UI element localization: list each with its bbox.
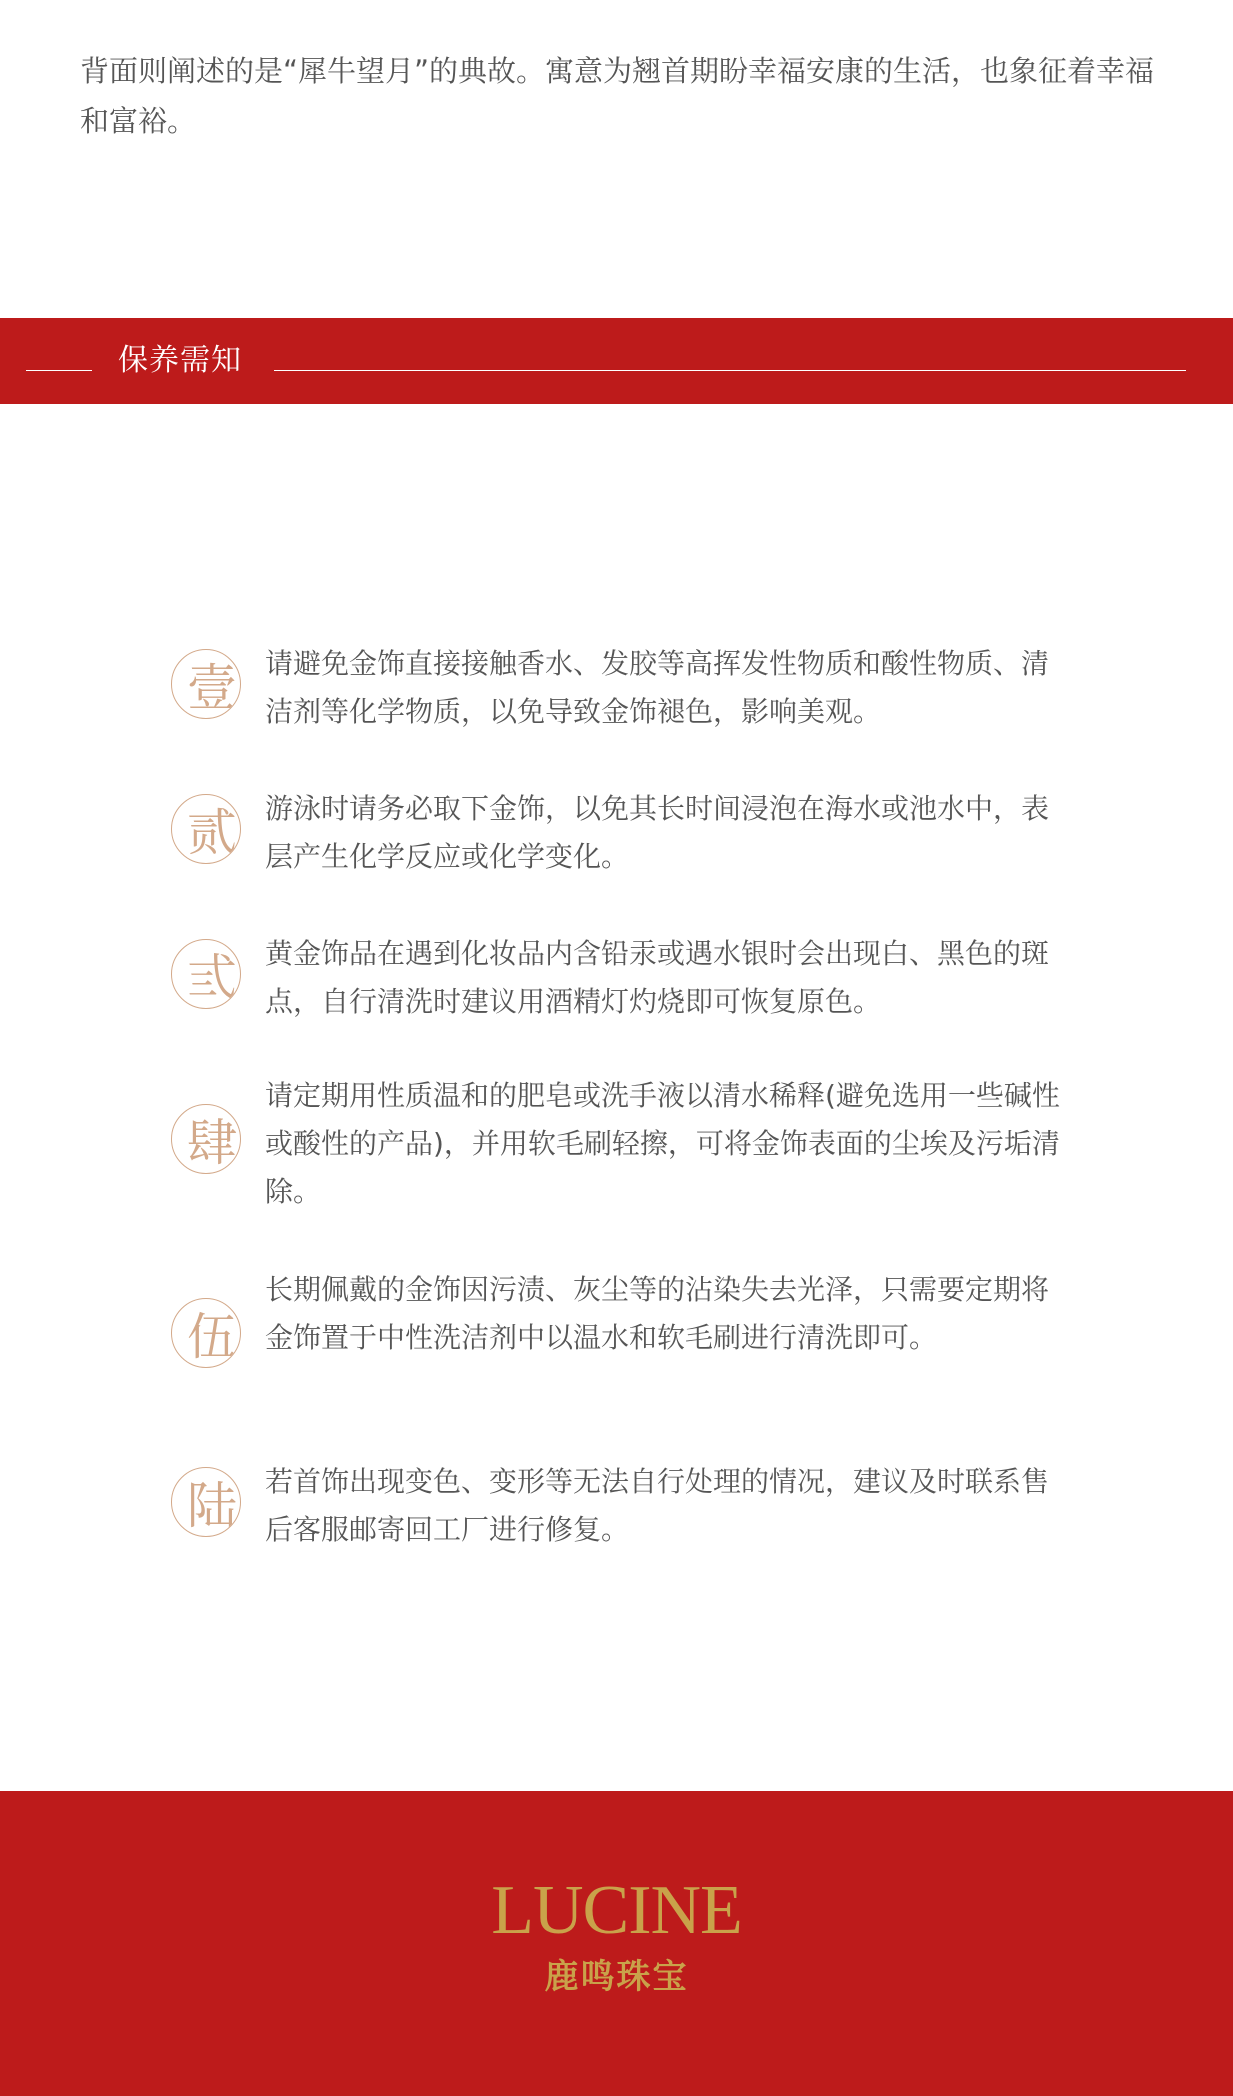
numeral-seal-glyph: 贰: [187, 804, 237, 862]
brand-logo-chinese: 鹿鸣珠宝: [544, 1957, 689, 1997]
header-divider-right: [274, 370, 1186, 371]
numeral-seal-glyph: 弎: [187, 949, 237, 1007]
numeral-seal-icon: [171, 1467, 241, 1537]
numeral-seal-glyph: 肆: [187, 1114, 237, 1172]
numeral-seal-glyph: 伍: [187, 1308, 237, 1366]
numeral-seal-glyph: 陆: [187, 1477, 237, 1535]
care-section-title: 保养需知: [118, 343, 242, 378]
numeral-seal-glyph: 壹: [187, 659, 237, 717]
numeral-seal-icon: [171, 939, 241, 1009]
numeral-seal-icon: [171, 1298, 241, 1368]
intro-paragraph: 背面则阐述的是“犀牛望月”的典故。寓意为翘首期盼幸福安康的生活，也象征着幸福和富裕。: [80, 54, 1155, 138]
header-divider-left: [26, 370, 92, 371]
care-tip-text: 请定期用性质温和的肥皂或洗手液以清水稀释(避免选用一些碱性或酸性的产品)，并用软毛刷轻擦，可将金饰表面的尘埃及污垢清除。: [265, 1079, 1060, 1208]
numeral-seal-icon: [171, 794, 241, 864]
care-tip-text: 黄金饰品在遇到化妆品内含铅汞或遇水银时会出现白、黑色的斑点，自行清洗时建议用酒精灯灼烧即可恢复原色。: [265, 937, 1050, 1018]
brand-logo-wordmark: LUCINE: [491, 1872, 742, 1949]
care-section-header: [0, 318, 1233, 404]
numeral-seal-icon: [171, 649, 241, 719]
brand-footer: [0, 1791, 1233, 2096]
care-tip-text: 若首饰出现变色、变形等无法自行处理的情况，建议及时联系售后客服邮寄回工厂进行修复。: [265, 1465, 1050, 1546]
care-tip-text: 长期佩戴的金饰因污渍、灰尘等的沾染失去光泽，只需要定期将金饰置于中性洗洁剂中以温水和软毛刷进行清洗即可。: [265, 1273, 1050, 1354]
care-tip-text: 请避免金饰直接接触香水、发胶等高挥发性物质和酸性物质、清洁剂等化学物质，以免导致金饰褪色，影响美观。: [265, 647, 1050, 728]
care-tip-text: 游泳时请务必取下金饰，以免其长时间浸泡在海水或池水中，表层产生化学反应或化学变化。: [265, 792, 1050, 873]
numeral-seal-icon: [171, 1104, 241, 1174]
